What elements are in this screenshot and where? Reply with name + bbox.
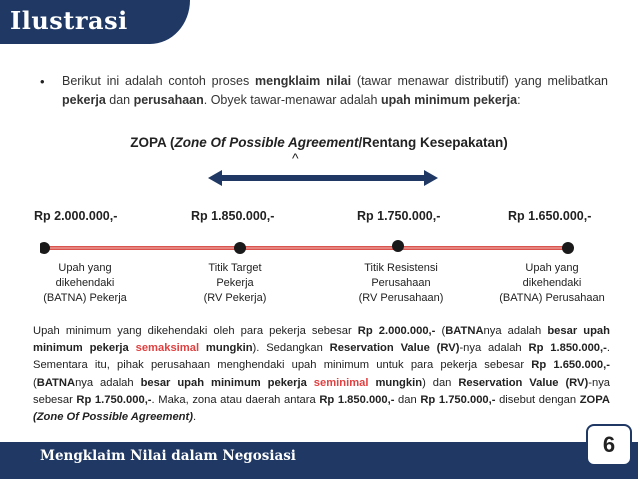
zopa-heading: ZOPA (Zone Of Possible Agreement/Rentang Kesepakatan) — [130, 135, 508, 150]
label-batna-pekerja: Upah yang dikehendaki (BATNA) Pekerja — [43, 262, 127, 304]
label-rv-pekerja: Titik Target Pekerja (RV Pekerja) — [203, 262, 267, 304]
footer-title: Mengklaim Nilai dalam Negosiasi — [40, 448, 296, 464]
zopa-range-arrow-icon — [208, 170, 438, 186]
negotiation-line — [40, 240, 580, 256]
bullet-marker: • — [40, 74, 45, 89]
label-batna-perusahaan: Upah yang dikehendaki (BATNA) Perusahaan — [499, 262, 605, 304]
point-marker — [234, 242, 246, 254]
intro-paragraph: Berikut ini adalah contoh proses mengklaim nilai (tawar menawar distributif) yang melibatkan pekerja dan perusahaan. Obyek tawar-menawar adalah upah minimum pekerja: — [62, 74, 608, 107]
explanation-paragraph: Upah minimum yang dikehendaki oleh para pekerja sebesar Rp 2.000.000,- (BATNAnya adalah besar upah minimum pekerja semaksimal mungkin). Sedangkan Reservation Value (RV)-nya adalah Rp 1.850.000,-. Sementara itu, pihak perusahaan menghendaki upah minimum untuk para pekerja sebesar Rp 1.650.000,- (BATNAnya adalah besar upah minimum pekerja seminimal mungkin) dan Reservation Value (RV)-nya sebesar Rp 1.750.000,-. Maka, zona atau daerah antara Rp 1.850.000,- dan Rp 1.750.000,- disebut dengan ZOPA (Zone Of Possible Agreement). — [33, 325, 611, 424]
value-rv-pekerja: Rp 1.850.000,- — [191, 209, 275, 223]
value-rv-perusahaan: Rp 1.750.000,- — [357, 209, 441, 223]
label-rv-perusahaan: Titik Resistensi Perusahaan (RV Perusahaan) — [358, 262, 444, 304]
value-batna-pekerja: Rp 2.000.000,- — [34, 209, 118, 223]
point-marker — [392, 240, 404, 252]
slide-title: Ilustrasi — [10, 6, 128, 35]
point-marker — [40, 242, 50, 254]
zopa-pointer: ^ — [292, 150, 299, 166]
value-batna-perusahaan: Rp 1.650.000,- — [508, 209, 592, 223]
point-marker — [562, 242, 574, 254]
page-number: 6 — [586, 424, 632, 466]
